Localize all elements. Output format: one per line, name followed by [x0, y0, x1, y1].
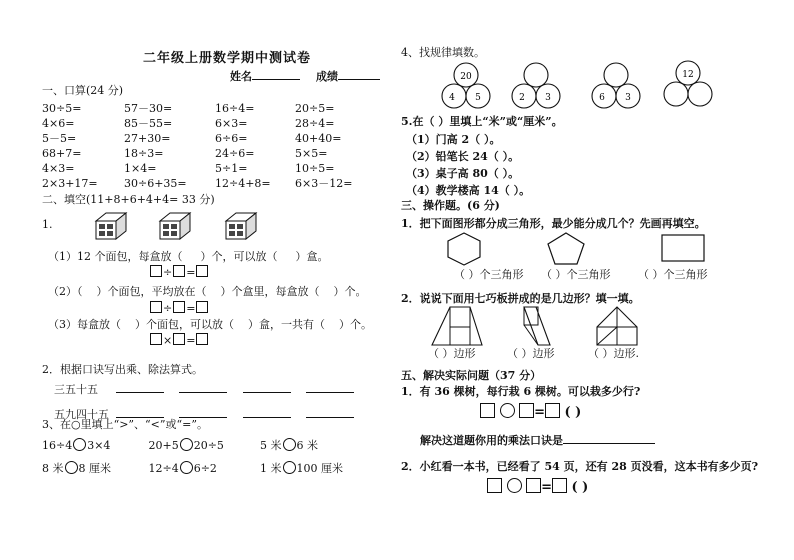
circle-number: 4 [449, 93, 455, 103]
compare-row [42, 438, 318, 452]
fill-question-2: （2）（ ）个面包，平均放在（ ）个盒里，每盒放（ ）个。 [48, 285, 367, 298]
rectangle-shape [662, 235, 704, 261]
score-field[interactable] [316, 67, 380, 83]
page-title: 二年级上册数学期中测试卷 [143, 51, 312, 66]
unit-item[interactable]: （1）门高 2（ ）。 [406, 133, 501, 146]
section-5-heading: 五、解决实际问题（37 分） [401, 369, 542, 382]
section-3-heading: 三、操作题。(6 分) [401, 199, 500, 212]
answer-box[interactable] [150, 301, 162, 313]
equation-template-2: = ( ) [487, 478, 588, 496]
tangram-pentagon [597, 307, 637, 345]
tangram-trapezoid [432, 307, 482, 345]
unit-item[interactable]: （4）教学楼高 14（ ）。 [406, 184, 531, 197]
answer-line[interactable] [116, 405, 164, 418]
math-item[interactable]: 6÷6= [215, 131, 248, 145]
answer-box[interactable] [196, 333, 208, 345]
unit-item[interactable]: （3）桌子高 80（ ）。 [406, 167, 520, 180]
compare-circle[interactable] [65, 461, 78, 474]
circle-number: 6 [599, 93, 605, 103]
answer-line[interactable] [179, 380, 227, 393]
math-item[interactable]: 18÷3= [124, 146, 164, 160]
circle-number: 20 [460, 72, 472, 82]
shape-answer-label[interactable]: （ ）个三角形 [541, 268, 611, 281]
math-row [42, 176, 365, 191]
math-item[interactable]: 30÷6+35= [124, 176, 187, 190]
operation-question-2: 2．说说下面用七巧板拼成的是几边形？填一填。 [401, 292, 640, 305]
shape-answer-label[interactable]: （ ）个三角形 [454, 268, 524, 281]
math-row [42, 146, 365, 161]
answer-box[interactable] [173, 301, 185, 313]
name-field[interactable] [230, 67, 300, 83]
answer-line[interactable] [243, 380, 291, 393]
math-item[interactable]: 6×3－12= [295, 176, 353, 190]
compare-circle[interactable] [73, 438, 86, 451]
compare-circle[interactable] [180, 461, 193, 474]
compare-item: 16÷4 3×4 [42, 439, 111, 452]
answer-box[interactable] [173, 333, 185, 345]
tangram-parallelogram [524, 307, 550, 345]
compare-item: 12÷4 6÷2 [148, 462, 217, 475]
math-item[interactable]: 5×5= [295, 146, 328, 160]
unit-item[interactable]: （2）铅笔长 24（ ）。 [406, 150, 520, 163]
math-item[interactable]: 24÷6= [215, 146, 255, 160]
equation-boxes-1: ÷ = [149, 265, 209, 279]
score-label: 成绩 [316, 70, 338, 83]
equation-boxes-3: × = [149, 333, 209, 347]
operator-circle[interactable] [507, 478, 522, 493]
word-problem-1: 1．有 36 棵树，每行栽 6 棵树。可以栽多少行? [401, 385, 641, 398]
compare-circle[interactable] [283, 438, 296, 451]
question-3-text: 3、在○里填上“>”、“<”或“=”。 [42, 418, 208, 431]
math-item[interactable]: 57－30= [124, 101, 173, 115]
question-4-text: 4、找规律填数。 [401, 46, 485, 59]
answer-box[interactable] [173, 265, 185, 277]
equation-template-1: = ( ) [480, 403, 581, 421]
operator-circle[interactable] [500, 403, 515, 418]
bread-box-icon [96, 213, 126, 239]
answer-box[interactable] [150, 333, 162, 345]
circle-group [442, 63, 490, 108]
circle-number: 3 [625, 93, 631, 103]
answer-line[interactable] [306, 380, 354, 393]
equation-boxes-2: ÷ = [149, 301, 209, 315]
circle-number: 12 [682, 70, 694, 80]
pentagon-shape [548, 233, 584, 264]
name-blank[interactable] [252, 67, 300, 80]
math-item[interactable]: 4×6= [42, 116, 75, 130]
answer-line[interactable] [306, 405, 354, 418]
compare-item: 1 米 100 厘米 [260, 462, 343, 475]
answer-box[interactable] [545, 403, 560, 418]
circle-group [592, 63, 640, 108]
math-item[interactable]: 2×3+17= [42, 176, 98, 190]
compare-item: 8 米 8 厘米 [42, 462, 111, 475]
multiplication-rhyme-prompt: 解决这道题你用的乘法口诀是 [420, 431, 655, 447]
circle-number: 2 [519, 93, 525, 103]
math-item[interactable]: 6×3= [215, 116, 248, 130]
fill-question-1: （1）12 个面包，每盒放（ ）个，可以放（ ）盒。 [48, 250, 329, 263]
math-item[interactable]: 40+40= [295, 131, 342, 145]
math-row [42, 116, 365, 131]
answer-box[interactable] [487, 478, 502, 493]
bread-box-icon [160, 213, 190, 239]
section-2-heading: 二、填空(11+8+6+4+4= 33 分) [42, 193, 215, 206]
math-item[interactable]: 5÷1= [215, 161, 248, 175]
answer-box[interactable] [519, 403, 534, 418]
score-blank[interactable] [338, 67, 380, 80]
rhyme-label: 三五十五 [54, 383, 98, 396]
tangram-answer-label[interactable]: （ ）边形 [507, 347, 555, 360]
math-item[interactable]: 68+7= [42, 146, 82, 160]
word-problem-2: 2．小红看一本书，已经看了 54 页，还有 28 页没看，这本书有多少页? [401, 460, 759, 473]
rhyme-label: 五九四十五 [54, 408, 109, 421]
answer-line[interactable] [243, 405, 291, 418]
compare-item: 20+5 20÷5 [148, 439, 224, 452]
math-row [42, 101, 365, 116]
hexagon-shape [448, 233, 480, 265]
name-label: 姓名 [230, 70, 252, 83]
fill-question-3: （3）每盒放（ ）个面包，可以放（ ）盒，一共有（ ）个。 [48, 318, 372, 331]
circle-number: 3 [545, 93, 551, 103]
answer-box[interactable] [480, 403, 495, 418]
bread-box-icon [226, 213, 256, 239]
answer-box[interactable] [552, 478, 567, 493]
compare-circle[interactable] [180, 438, 193, 451]
math-item[interactable]: 20÷5= [295, 101, 335, 115]
number-pattern-circles [440, 60, 730, 112]
math-item[interactable]: 27+30= [124, 131, 171, 145]
question-5-text: 5.在（ ）里填上“米”或“厘米”。 [401, 115, 563, 128]
answer-box[interactable] [150, 265, 162, 277]
question-2-text: 2．根据口诀写出乘、除法算式。 [42, 363, 203, 376]
answer-line[interactable] [179, 405, 227, 418]
math-item[interactable]: 4×3= [42, 161, 75, 175]
math-item[interactable]: 5－5= [42, 131, 77, 145]
shape-answer-label[interactable]: （ ）个三角形 [638, 268, 708, 281]
circle-number: 5 [475, 93, 481, 103]
tangram-answer-label[interactable]: （ ）边形. [588, 347, 639, 360]
compare-row [42, 461, 343, 475]
compare-circle[interactable] [283, 461, 296, 474]
tangram-shapes [430, 305, 680, 347]
answer-line[interactable] [563, 431, 655, 444]
compare-item: 5 米 6 米 [260, 439, 318, 452]
answer-line[interactable] [116, 380, 164, 393]
answer-box[interactable] [526, 478, 541, 493]
bread-box-images [92, 211, 272, 243]
rhyme-row [54, 380, 354, 396]
section-1-heading: 一、口算(24 分) [42, 84, 124, 97]
math-row [42, 161, 365, 176]
math-item[interactable]: 85－55= [124, 116, 173, 130]
math-item[interactable]: 10÷5= [295, 161, 335, 175]
answer-box[interactable] [196, 265, 208, 277]
tangram-answer-label[interactable]: （ ）边形 [428, 347, 476, 360]
circle-group [512, 63, 560, 108]
operation-question-1: 1．把下面图形都分成三角形，最少能分成几个？先画再填空。 [401, 217, 706, 230]
math-item[interactable]: 30÷5= [42, 101, 82, 115]
mental-math-grid [42, 101, 365, 191]
math-item[interactable]: 28÷4= [295, 116, 335, 130]
circle-group [664, 61, 712, 106]
math-item[interactable]: 12÷4+8= [215, 176, 271, 190]
answer-box[interactable] [196, 301, 208, 313]
math-row [42, 131, 365, 146]
polygon-shapes [440, 232, 710, 266]
math-item[interactable]: 1×4= [124, 161, 157, 175]
math-item[interactable]: 16÷4= [215, 101, 255, 115]
question-number: 1. [42, 218, 53, 231]
